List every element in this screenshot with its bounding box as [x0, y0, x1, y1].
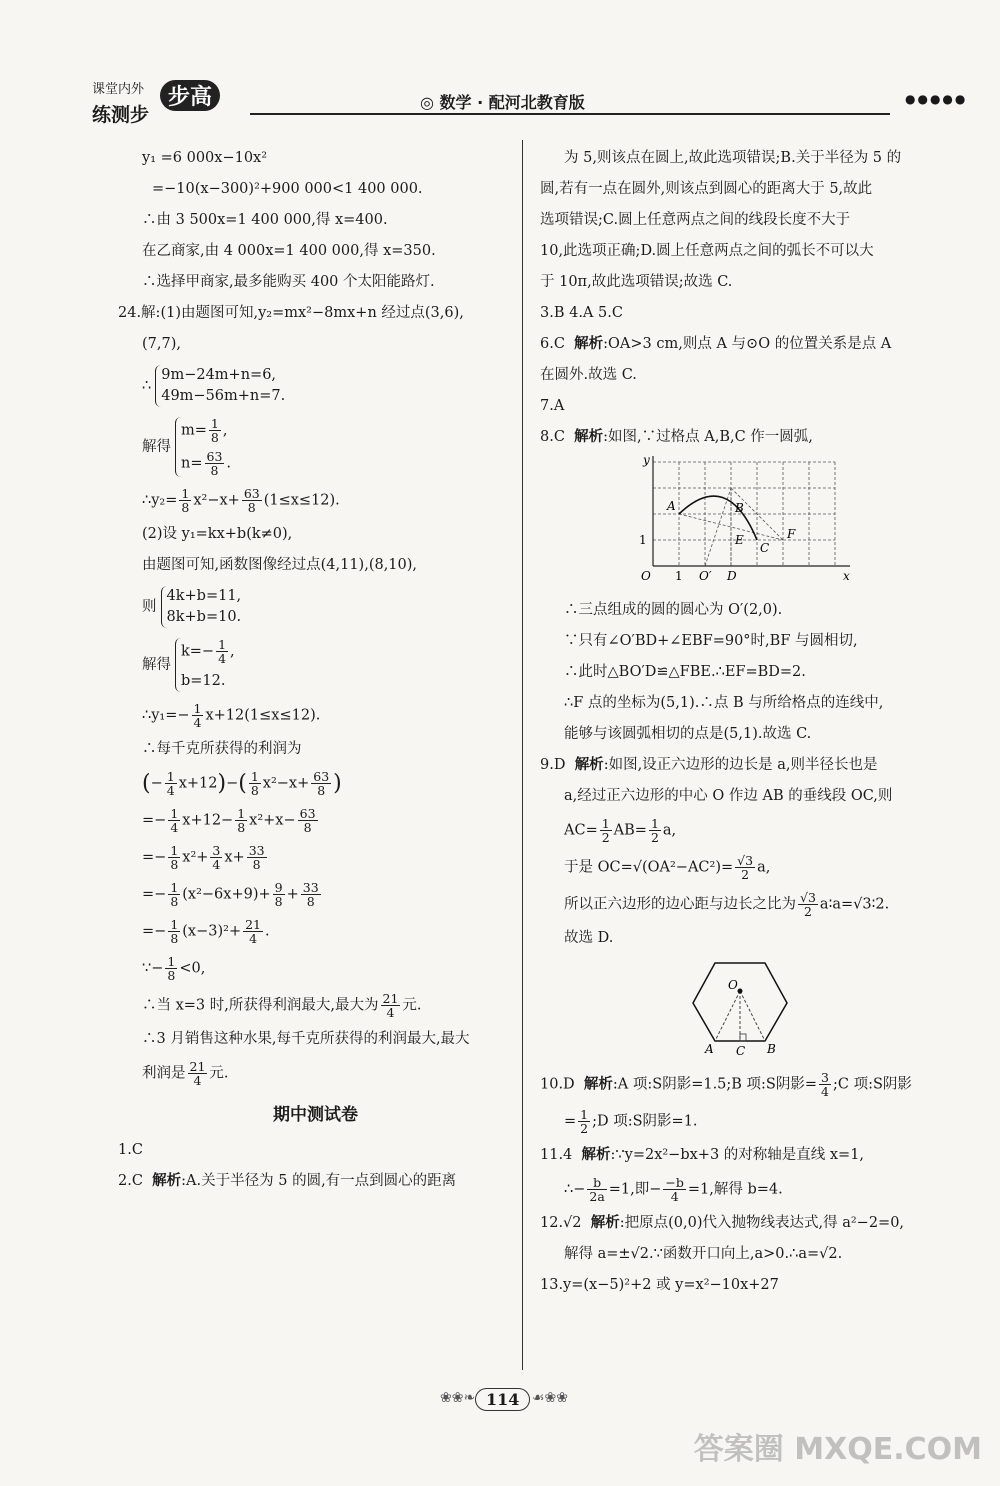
page-ornament-left: ❀❀❧	[440, 1390, 476, 1406]
formula-line: =− $\frac{1}{8}$ (x−3)²+ $\frac{21}{4}$ .	[142, 917, 270, 946]
page-ornament-right: ☙❀❀	[532, 1390, 569, 1406]
answer-line: 13.y=(x−5)²+2 或 y=x²−10x+27	[540, 1277, 779, 1293]
axis-label-x: x	[843, 569, 850, 583]
answer-line: 12.√2 解析:把原点(0,0)代入抛物线表达式,得 a²−2=0,	[540, 1215, 905, 1231]
text-line: 由题图可知,函数图像经过点(4,11),(8,10),	[142, 557, 418, 573]
text-line: 10,此选项正确;D.圆上任意两点之间的弧长不可以大	[540, 243, 874, 259]
formula-line: =− $\frac{1}{4}$ x+12− $\frac{1}{8}$ x²+x− $\frac{63}{8}$	[142, 806, 316, 835]
section-title: 期中测试卷	[273, 1105, 358, 1125]
formula-line: (− $\frac{1}{4}$ x+12)−( $\frac{1}{8}$ x²−x+ $\frac{63}{8}$ )	[142, 769, 342, 798]
text-line: 为 5,则该点在圆上,故此选项错误;B.关于半径为 5 的	[564, 150, 902, 166]
text-line: 圆,若有一点在圆外,则该点到圆心的距离大于 5,故此	[540, 181, 873, 197]
formula-line: ∵− $\frac{1}{8}$ <0,	[142, 954, 206, 983]
text-line: ∴此时△BO′D≌△FBE.∴EF=BD=2.	[564, 664, 806, 680]
answer-line: 7.A	[540, 398, 565, 414]
text-line: 故选 D.	[564, 930, 614, 946]
text-line: 于 10π,故此选项错误;故选 C.	[540, 274, 733, 290]
point-label: C	[736, 1044, 746, 1058]
tick-label: 1	[675, 569, 683, 583]
text-line: ∴由 3 500x=1 400 000,得 x=400.	[142, 212, 388, 228]
answer-line: 9.D 解析:如图,设正六边形的边长是 a,则半径长也是	[540, 757, 878, 773]
text-line: y₁ =6 000x−10x²	[142, 150, 268, 166]
formula-line: = $\frac{1}{2}$ ;D 项:S阴影=1.	[564, 1107, 698, 1136]
text-line: (2)设 y₁=kx+b(k≠0),	[142, 526, 293, 542]
text-line: (7,7),	[142, 336, 181, 352]
text-line: ∵只有∠O′BD+∠EBF=90°时,BF 与圆相切,	[564, 633, 858, 649]
column-divider	[522, 140, 523, 1370]
equation-system: ∴ 9m−24m+n=6, 49m−56m+n=7.	[118, 365, 513, 407]
answer-line: 1.C	[118, 1142, 143, 1158]
left-column	[118, 148, 513, 1192]
answer-line: 6.C 解析:OA>3 cm,则点 A 与⊙O 的位置关系是点 A	[540, 336, 892, 352]
point-label: B	[735, 501, 744, 515]
answer-line: 3.B 4.A 5.C	[540, 305, 623, 321]
formula-line: ∴− $\frac{b}{2a}$ =1,即− $\frac{-b}{4}$ =1,解得 b=4.	[564, 1175, 783, 1204]
text-line: 在圆外.故选 C.	[540, 367, 637, 383]
formula-line: AC= $\frac{1}{2}$ AB= $\frac{1}{2}$ a,	[564, 816, 677, 845]
point-label: B	[767, 1042, 776, 1056]
formula-line: ∴当 x=3 时,所获得利润最大,最大为 $\frac{21}{4}$ 元.	[142, 991, 422, 1020]
header-dots: ●●●●●	[905, 92, 968, 106]
answer-line: 2.C 解析:A.关于半径为 5 的圆,有一点到圆心的距离	[118, 1173, 457, 1189]
solution-system: 解得 m= $\frac{1}{8}$ , n= $\frac{63}{8}$ .	[142, 416, 232, 478]
answer-line: 11.4 解析:∵y=2x²−bx+3 的对称轴是直线 x=1,	[540, 1147, 865, 1163]
point-label: C	[760, 541, 770, 555]
answer-line: 10.D 解析:A 项:S阴影=1.5;B 项:S阴影= $\frac{3}{4}$ ;C 项:S阴影	[540, 1070, 912, 1099]
solution-system: 解得 k=− $\frac{1}{4}$ , b=12.	[118, 638, 513, 692]
header-rule	[250, 113, 890, 115]
formula-line: =− $\frac{1}{8}$ (x²−6x+9)+ $\frac{9}{8}$ + $\frac{33}{8}$	[142, 880, 319, 909]
question-24: 24.解:(1)由题图可知,y₂=mx²−8mx+n 经过点(3,6),	[118, 305, 464, 321]
grid-figure	[540, 452, 940, 594]
formula-line: =− $\frac{1}{8}$ x²+ $\frac{3}{4}$ x+ $\frac{33}{8}$	[142, 843, 265, 872]
subject-title: ◎ 数学 · 配河北教育版	[420, 93, 585, 112]
brand-subtitle: 课堂内外	[92, 82, 145, 97]
text-line: 能够与该圆弧相切的点是(5,1).故选 C.	[564, 726, 812, 742]
point-label: O	[728, 978, 738, 992]
answer-line: 8.C 解析:如图,∵过格点 A,B,C 作一圆弧,	[540, 429, 813, 445]
text-line: ∴每千克所获得的利润为	[142, 741, 302, 757]
point-label: D	[727, 569, 737, 583]
text-line: 解得 a=±√2.∵函数开口向上,a>0.∴a=√2.	[564, 1246, 843, 1262]
formula-line: 利润是 $\frac{21}{4}$ 元.	[142, 1059, 229, 1088]
formula-line: ∴y₁=− $\frac{1}{4}$ x+12(1≤x≤12).	[142, 701, 321, 730]
text-line: 选项错误;C.圆上任意两点之间的线段长度不大于	[540, 212, 851, 228]
brand-title: 练测步	[92, 104, 150, 126]
point-label: O′	[699, 569, 712, 583]
formula-line: 于是 OC=√(OA²−AC²)= $\frac{√3}{2}$ a,	[564, 853, 771, 882]
page-number: 114	[475, 1388, 530, 1411]
formula-line: ∴y₂= $\frac{1}{8}$ x²−x+ $\frac{63}{8}$ (1≤x≤12).	[142, 486, 340, 515]
point-label: E	[735, 533, 744, 547]
right-column	[540, 148, 940, 1296]
hexagon-figure	[540, 953, 940, 1065]
text-line: ∴F 点的坐标为(5,1).∴点 B 与所给格点的连线中,	[564, 695, 884, 711]
text-line: ∴三点组成的圆的圆心为 O′(2,0).	[564, 602, 783, 618]
axis-label-y: y	[643, 453, 650, 467]
equation-system: 则 4k+b=11, 8k+b=10.	[118, 586, 513, 628]
watermark: 答案圈 MXQE.COM	[693, 1432, 982, 1467]
formula-line: 所以正六边形的边心距与边长之比为 $\frac{√3}{2}$ a∶a=√3∶2.	[564, 890, 890, 919]
origin-label: O	[641, 569, 651, 583]
page-header	[0, 0, 1000, 135]
text-line: ∴选择甲商家,最多能购买 400 个太阳能路灯.	[142, 274, 435, 290]
brand-logo: 步高	[160, 80, 220, 111]
text-line: 在乙商家,由 4 000x=1 400 000,得 x=350.	[142, 243, 436, 259]
text-line: ∴3 月销售这种水果,每千克所获得的利润最大,最大	[142, 1031, 470, 1047]
tick-label: 1	[639, 533, 647, 547]
text-line: =−10(x−300)²+900 000<1 400 000.	[152, 181, 423, 197]
point-label: A	[667, 499, 676, 513]
point-label: F	[787, 527, 796, 541]
point-label: A	[705, 1042, 714, 1056]
text-line: a,经过正六边形的中心 O 作边 AB 的垂线段 OC,则	[564, 788, 893, 804]
